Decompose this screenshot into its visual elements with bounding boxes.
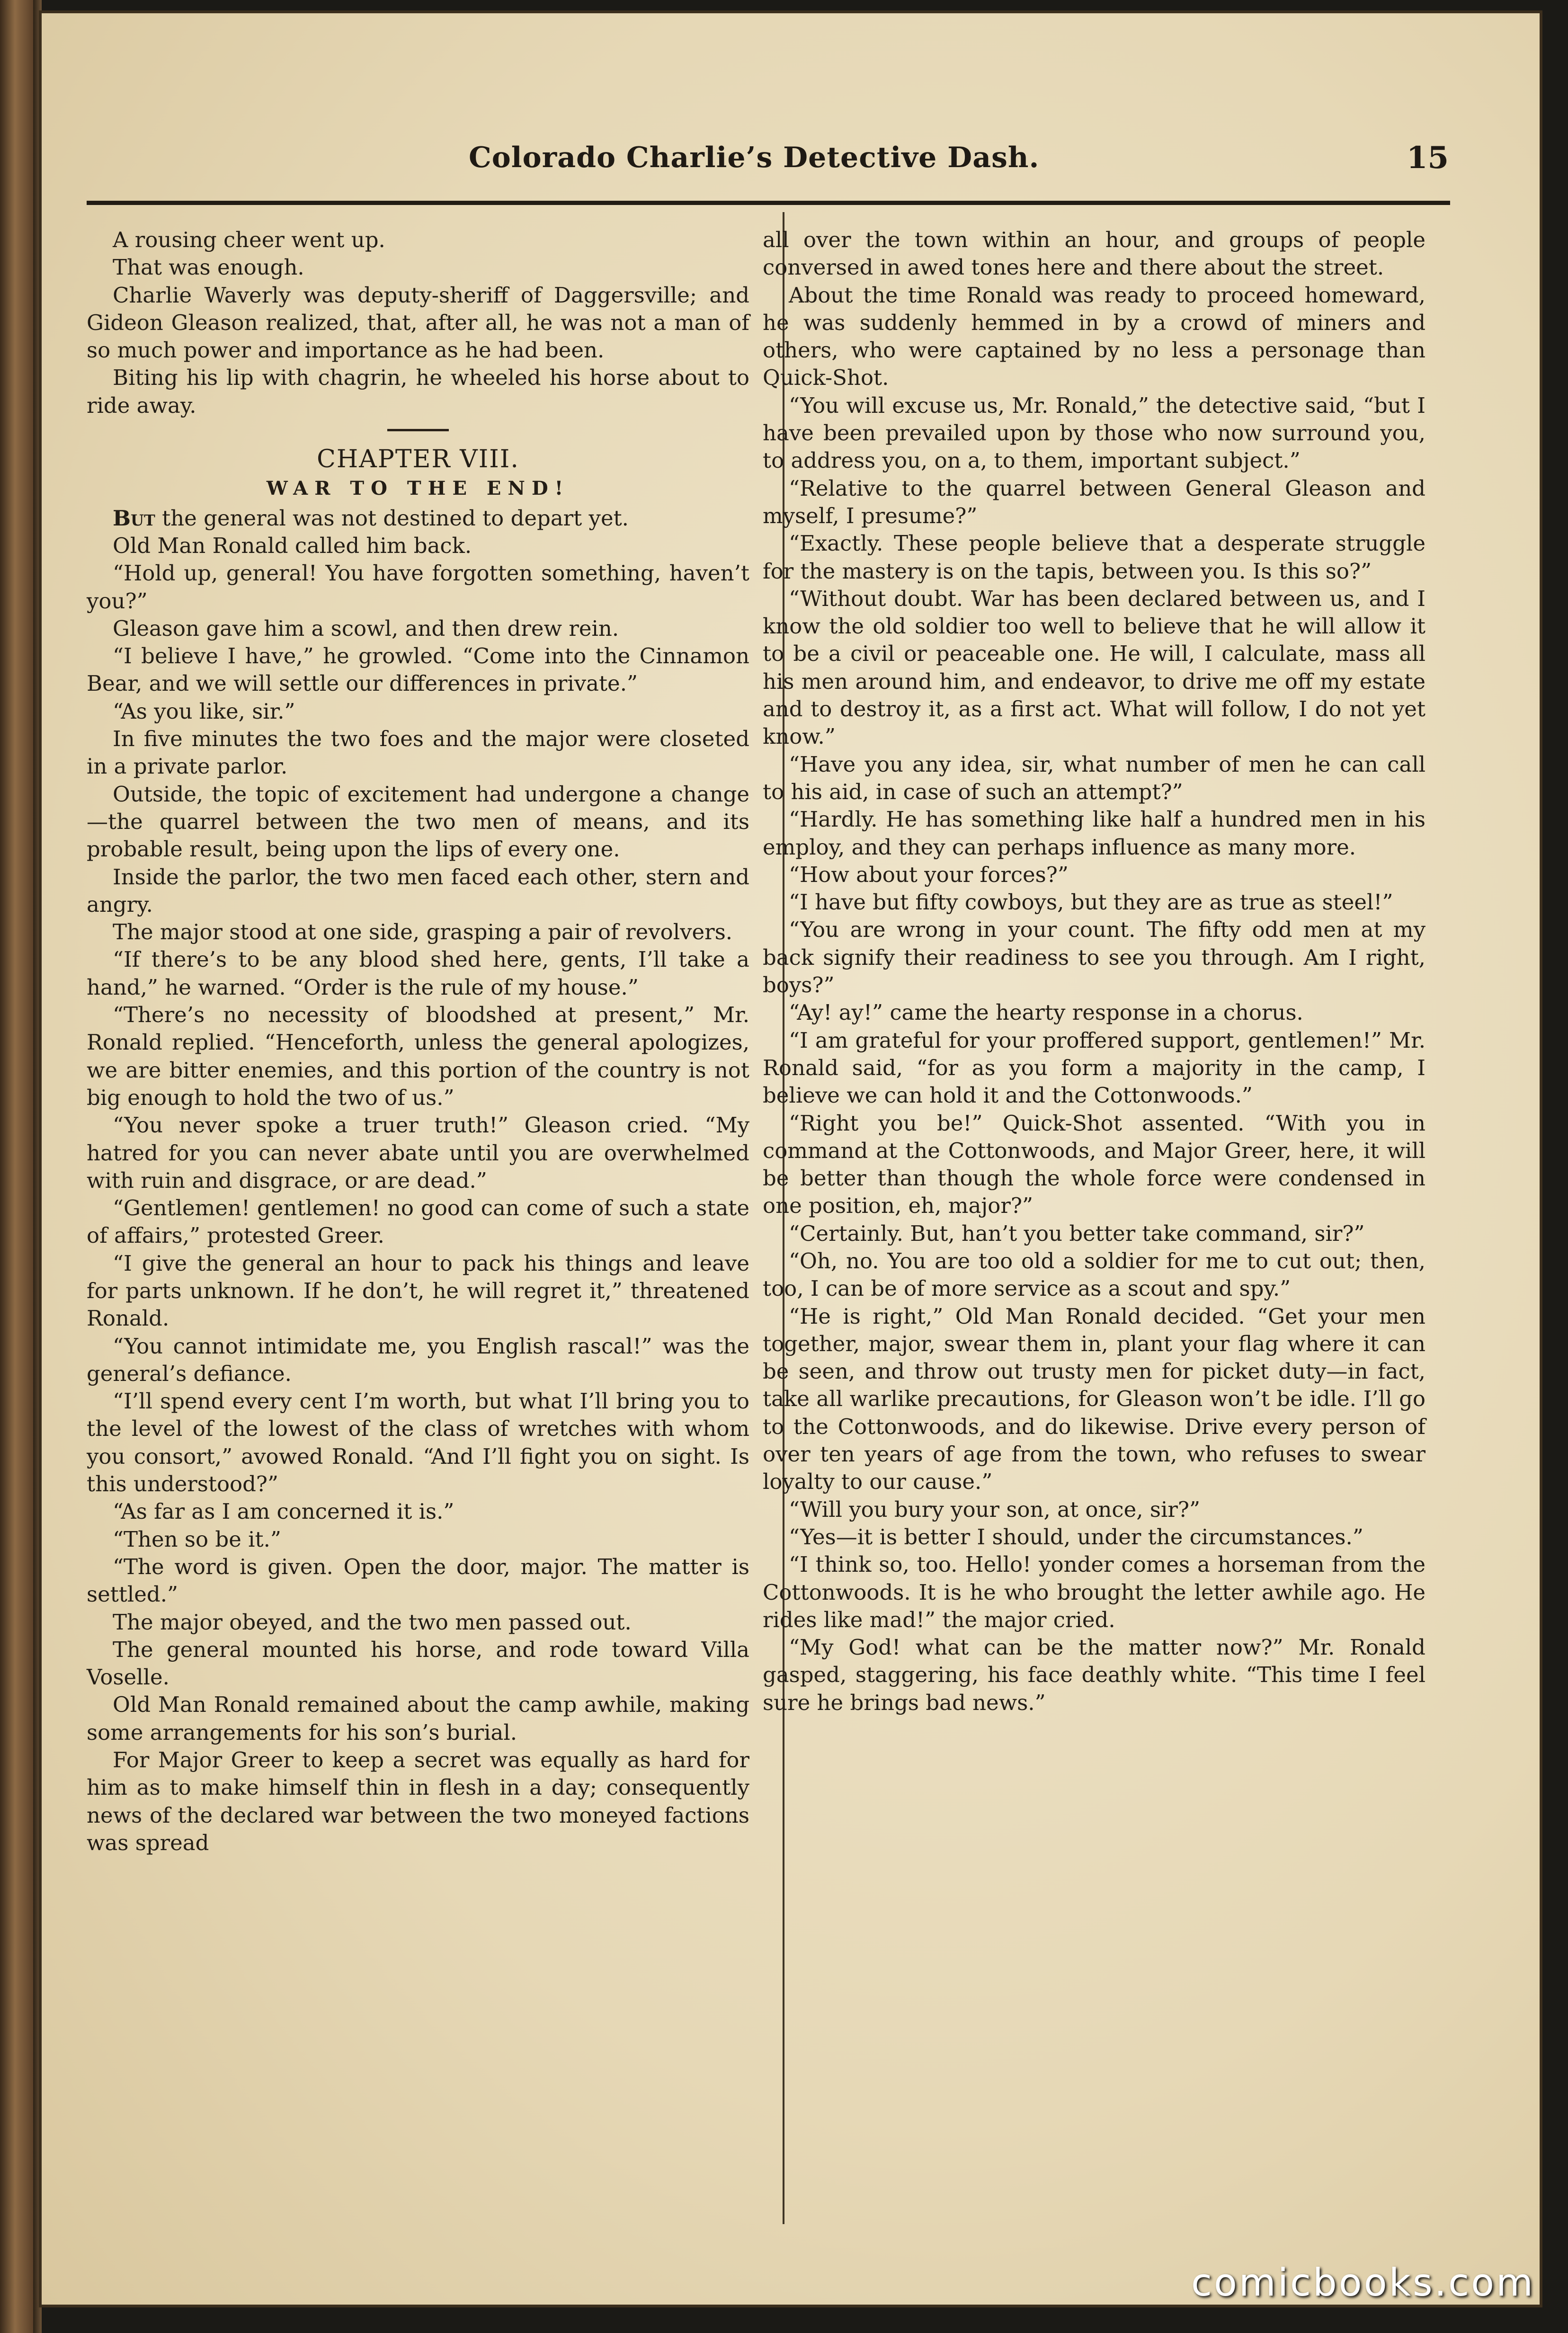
watermark-text: comicbooks.com: [1191, 2261, 1535, 2305]
paragraph: “Then so be it.”: [113, 1526, 281, 1552]
paragraph: “As you like, sir.”: [113, 698, 295, 724]
paragraph: “Have you any idea, sir, what number of men he can call to his aid, in case of such an attempt?”: [763, 751, 1425, 804]
paragraph: “Exactly. These people believe that a desperate struggle for the mastery is on the tapis, between you. Is this so?”: [763, 531, 1425, 584]
paragraph: The major stood at one side, grasping a pair of revolvers.: [113, 919, 733, 945]
paragraph: “Will you bury your son, at once, sir?”: [789, 1496, 1200, 1522]
paragraph: “You cannot intimidate me, you English rascal!” was the general’s defiance.: [87, 1333, 749, 1386]
paragraph: “He is right,” Old Man Ronald decided. “Get your men together, major, swear them in, plant your flag where it can be seen, and throw out trusty men for picket duty—in fact, take all warlike precautions, for Gleason won’t be idle. I’ll go to the Cottonwoods, and do likewise. Drive every person of over ten years of age from the town, who refuses to swear loyalty to our cause.”: [763, 1303, 1425, 1495]
paragraph: “You are wrong in your count. The fifty odd men at my back signify their readiness to see you through. Am I right, boys?”: [763, 917, 1425, 998]
paragraph: Outside, the topic of excitement had undergone a change—the quarrel between the two men of means, and its probable result, being upon the lips of every one.: [87, 781, 749, 862]
paragraph: Inside the parlor, the two men faced each other, stern and angry.: [87, 864, 749, 917]
paragraph: For Major Greer to keep a secret was equally as hard for him as to make himself thin in flesh in a day; consequently news of the declared war between the two moneyed factions was spread: [87, 1747, 749, 1855]
paragraph: “As far as I am concerned it is.”: [113, 1499, 454, 1524]
paragraph: “My God! what can be the matter now?” Mr. Ronald gasped, staggering, his face deathly white. “This time I feel sure he brings bad news.”: [763, 1635, 1425, 1715]
paragraph: “Yes—it is better I should, under the circumstances.”: [789, 1524, 1363, 1549]
paragraph: “Hardly. He has something like half a hundred men in his employ, and they can perhaps influence as many more.: [763, 807, 1425, 860]
paragraph: “Gentlemen! gentlemen! no good can come of such a state of affairs,” protested Greer.: [87, 1195, 749, 1248]
page-header: [90, 132, 1449, 188]
header-rule: [87, 201, 1450, 205]
paragraph: “How about your forces?”: [789, 862, 1069, 887]
paragraph: “I give the general an hour to pack his things and leave for parts unknown. If he don’t, he will regret it,” threatened Ronald.: [87, 1250, 749, 1331]
left-column: [87, 226, 749, 1857]
paragraph: In five minutes the two foes and the major were closeted in a private parlor.: [87, 726, 749, 779]
paragraph: “Right you be!” Quick-Shot assented. “With you in command at the Cottonwoods, and Major Greer, here, it will be better than though the whole force were condensed in one position, eh, major?”: [763, 1110, 1425, 1219]
paragraph: “I have but fifty cowboys, but they are as true as steel!”: [789, 890, 1393, 915]
paragraph: “I am grateful for your proffered support, gentlemen!” Mr. Ronald said, “for as you form a majority in the camp, I believe we can hold it and the Cottonwoods.”: [763, 1027, 1425, 1108]
page-number: 15: [1406, 140, 1449, 176]
book-spine: [0, 0, 33, 2333]
paragraph: “Oh, no. You are too old a soldier for me to cut out; then, too, I can be of more service as a scout and spy.”: [763, 1248, 1425, 1301]
spine-edge: [33, 0, 42, 2333]
paragraph: Biting his lip with chagrin, he wheeled his horse about to ride away.: [87, 365, 749, 418]
paragraph: “Ay! ay!” came the hearty response in a chorus.: [789, 1000, 1303, 1025]
chapter-opening-paragraph: [87, 505, 749, 532]
continued-paragraph: all over the town within an hour, and groups of people conversed in awed tones here and there about the street.: [763, 227, 1425, 280]
paragraph: “I think so, too. Hello! yonder comes a horseman from the Cottonwoods. It is he who brought the letter awhile ago. He rides like mad!” the major cried.: [763, 1552, 1425, 1632]
paragraph: A rousing cheer went up.: [113, 227, 385, 252]
paragraph: Old Man Ronald remained about the camp awhile, making some arrangements for his son’s burial.: [87, 1692, 749, 1745]
running-title: Colorado Charlie’s Detective Dash.: [469, 141, 1040, 174]
paragraph: “Without doubt. War has been declared between us, and I know the old soldier too well to believe that he will allow it to be a civil or peaceable one. He will, I calculate, mass all his men around him, and endeavor, to drive me off my estate and to destroy it, as a first act. What will follow, I do not yet know.”: [763, 586, 1425, 749]
paragraph: Charlie Waverly was deputy-sheriff of Daggersville; and Gideon Gleason realized, that, after all, he was not a man of so much power and importance as he had been.: [87, 282, 749, 363]
chapter-subtitle: WAR TO THE END!: [266, 477, 570, 500]
paragraph: Old Man Ronald called him back.: [113, 533, 472, 558]
section-break-rule: [387, 429, 449, 431]
paragraph: “The word is given. Open the door, major. The matter is settled.”: [87, 1554, 749, 1607]
paragraph: “Hold up, general! You have forgotten something, haven’t you?”: [87, 561, 749, 614]
paragraph: The general mounted his horse, and rode toward Villa Voselle.: [87, 1637, 749, 1690]
paragraph: “There’s no necessity of bloodshed at present,” Mr. Ronald replied. “Henceforth, unless the general apologizes, we are bitter enemies, and this portion of the country is not big enough to hold the two of us.”: [87, 1002, 749, 1110]
chapter-lead-rest: the general was not destined to depart yet.: [155, 505, 629, 531]
chapter-lead-word: But: [113, 505, 155, 531]
magazine-page: [42, 13, 1540, 2305]
paragraph: About the time Ronald was ready to proceed homeward, he was suddenly hemmed in by a crowd of miners and others, who were captained by no less a personage than Quick-Shot.: [763, 282, 1425, 391]
right-column: [763, 226, 1425, 1717]
paragraph: “I believe I have,” he growled. “Come into the Cinnamon Bear, and we will settle our differences in private.”: [87, 643, 749, 696]
paragraph: The major obeyed, and the two men passed out.: [113, 1609, 632, 1635]
paragraph: “If there’s to be any blood shed here, gents, I’ll take a hand,” he warned. “Order is the rule of my house.”: [87, 947, 749, 1000]
chapter-title: CHAPTER VIII.: [317, 445, 519, 474]
paragraph: “You never spoke a truer truth!” Gleason cried. “My hatred for you can never abate until you are overwhelmed with ruin and disgrace, or are dead.”: [87, 1113, 749, 1193]
paragraph: “I’ll spend every cent I’m worth, but what I’ll bring you to the level of the lowest of the class of wretches with whom you consort,” avowed Ronald. “And I’ll fight you on sight. Is this understood?”: [87, 1389, 749, 1497]
paragraph: That was enough.: [113, 255, 304, 280]
paragraph: “Relative to the quarrel between General Gleason and myself, I presume?”: [763, 475, 1425, 528]
paragraph: “You will excuse us, Mr. Ronald,” the detective said, “but I have been prevailed upon by those who now surround you, to address you, on a, to them, important subject.”: [763, 392, 1425, 473]
paragraph: “Certainly. But, han’t you better take command, sir?”: [789, 1220, 1365, 1246]
paragraph: Gleason gave him a scowl, and then drew rein.: [113, 615, 619, 641]
